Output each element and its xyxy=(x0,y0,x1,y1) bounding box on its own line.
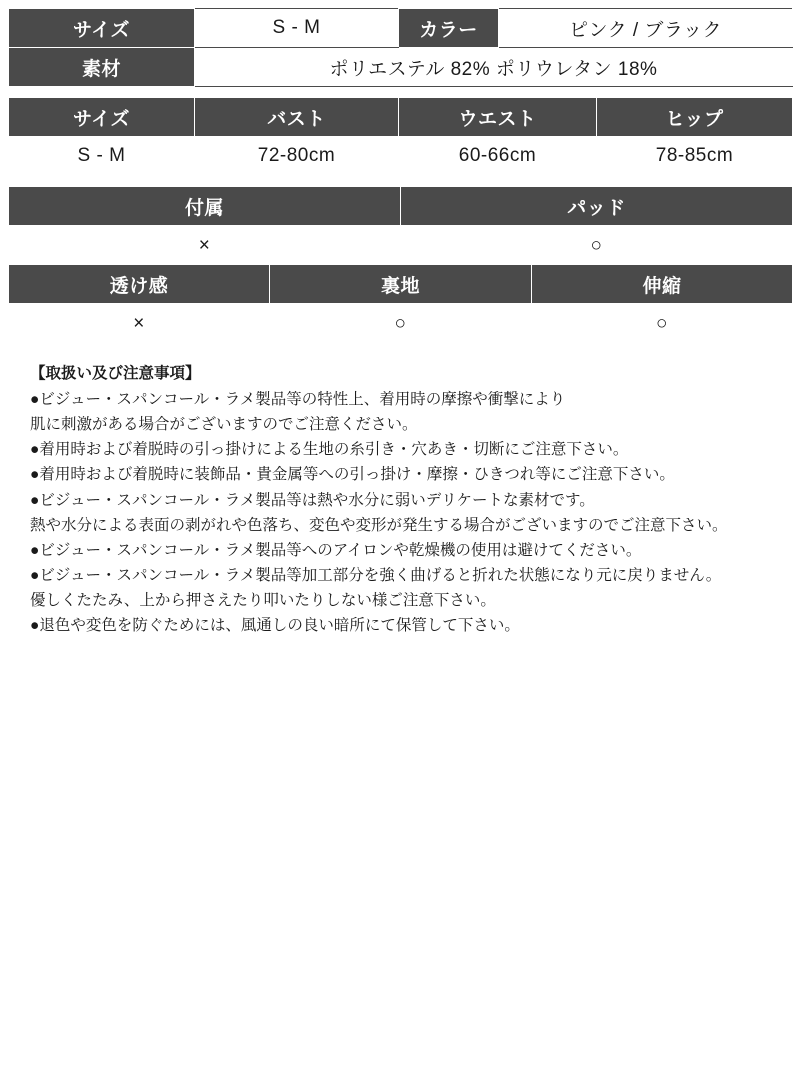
accessory-value: × xyxy=(9,226,401,265)
care-note-line: ●退色や変色を防ぐためには、風通しの良い暗所にて保管して下さい。 xyxy=(30,617,520,635)
stretch-value: ○ xyxy=(532,304,793,343)
measure-header-waist: ウエスト xyxy=(399,98,597,137)
material-header: 素材 xyxy=(9,48,195,87)
measure-header-size: サイズ xyxy=(9,98,195,137)
table-row xyxy=(9,137,793,176)
care-note-line: ●ビジュー・スパンコール・ラメ製品等の特性上、着用時の摩擦や衝撃により xyxy=(30,391,566,409)
table-row xyxy=(9,9,793,48)
care-notes xyxy=(8,361,792,638)
care-note-line: 優しくたたみ、上から押さえたり叩いたりしない様ご注意下さい。 xyxy=(30,591,496,609)
lining-value: ○ xyxy=(270,304,532,343)
material-value: ポリエステル 82% ポリウレタン 18% xyxy=(195,48,793,87)
care-note-line: ●着用時および着脱時の引っ掛けによる生地の糸引き・穴あき・切断にご注意下さい。 xyxy=(30,441,629,459)
size-value: S - M xyxy=(195,9,399,48)
sheer-header: 透け感 xyxy=(9,265,270,304)
table-row xyxy=(9,98,793,137)
care-notes-title: 【取扱い及び注意事項】 xyxy=(30,365,201,382)
table-row xyxy=(9,226,793,265)
size-header: サイズ xyxy=(9,9,195,48)
care-note-line: ●ビジュー・スパンコール・ラメ製品等へのアイロンや乾燥機の使用は避けてください。 xyxy=(30,541,642,559)
care-note-line: ●ビジュー・スパンコール・ラメ製品等は熱や水分に弱いデリケートな素材です。 xyxy=(30,491,595,509)
care-note-line: ●着用時および着脱時に装飾品・貴金属等への引っ掛け・摩擦・ひきつれ等にご注意下さい。 xyxy=(30,466,675,484)
sheer-value: × xyxy=(9,304,270,343)
feature-table xyxy=(8,186,793,343)
color-header: カラー xyxy=(399,9,499,48)
measure-value-hip: 78-85cm xyxy=(597,137,793,176)
measure-header-hip: ヒップ xyxy=(597,98,793,137)
measure-value-waist: 60-66cm xyxy=(399,137,597,176)
stretch-header: 伸縮 xyxy=(532,265,793,304)
care-note-line: 肌に刺激がある場合がございますのでご注意ください。 xyxy=(30,416,418,434)
accessory-header: 付属 xyxy=(9,187,401,226)
lining-header: 裏地 xyxy=(270,265,532,304)
table-row xyxy=(9,304,793,343)
measure-value-size: S - M xyxy=(9,137,195,176)
pad-value: ○ xyxy=(401,226,793,265)
measurement-table xyxy=(8,97,793,176)
table-row xyxy=(9,48,793,87)
color-value: ピンク / ブラック xyxy=(499,9,793,48)
table-row xyxy=(9,187,793,226)
table-row xyxy=(9,265,793,304)
care-note-line: 熱や水分による表面の剥がれや色落ち、変色や変形が発生する場合がございますのでご注意下さい。 xyxy=(30,516,728,534)
pad-header: パッド xyxy=(401,187,793,226)
care-note-line: ●ビジュー・スパンコール・ラメ製品等加工部分を強く曲げると折れた状態になり元に戻りません。 xyxy=(30,566,722,584)
measure-header-bust: バスト xyxy=(195,98,399,137)
measure-value-bust: 72-80cm xyxy=(195,137,399,176)
basic-spec-table xyxy=(8,8,793,87)
